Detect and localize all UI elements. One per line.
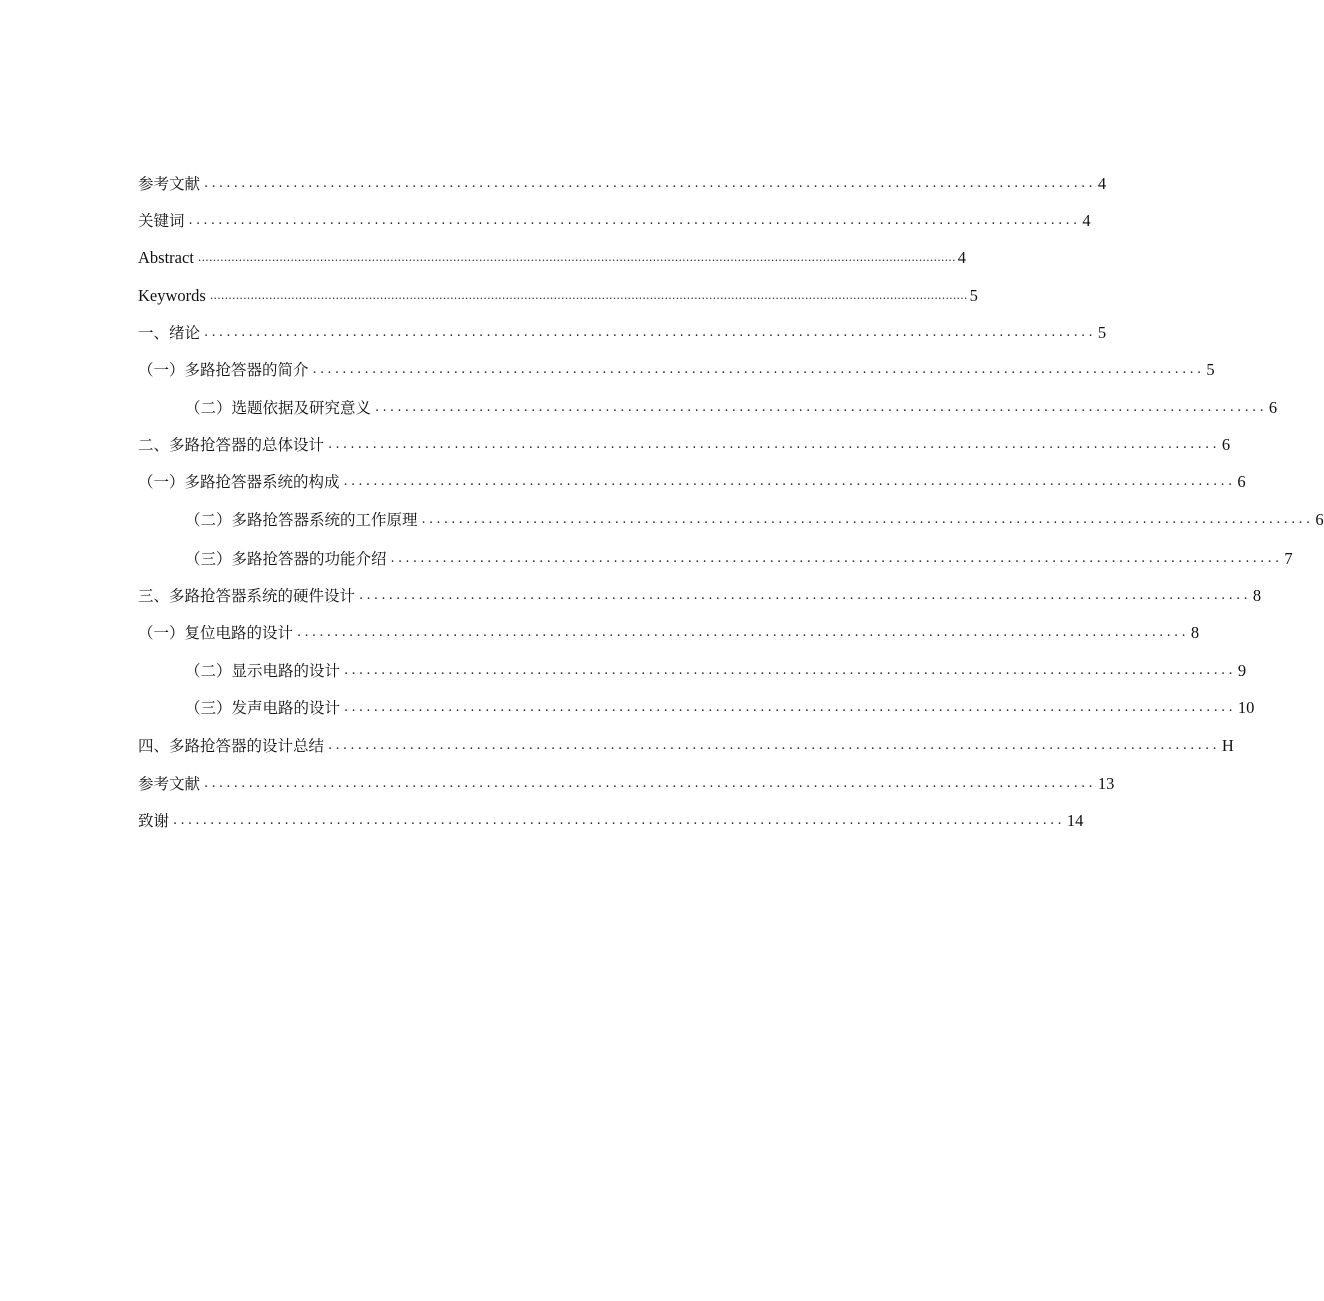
toc-dot-leader: ........................................................................................................................	[328, 738, 1220, 753]
toc-page-number: 8	[1190, 623, 1200, 642]
toc-dot-leader: ........................................................................................................................	[312, 362, 1205, 377]
toc-entry-intro-rationale[interactable]	[185, 392, 1278, 418]
toc-page-number: 8	[1252, 586, 1262, 605]
toc-dot-leader: ........................................................................................................................	[297, 625, 1189, 640]
toc-entry-hardware-design[interactable]	[138, 580, 1262, 606]
toc-entry-title: Keywords	[138, 286, 206, 305]
toc-entry-title: 一、绪论	[138, 324, 201, 342]
toc-page-number: 6	[1315, 510, 1324, 529]
toc-entry-references-end[interactable]	[138, 768, 1115, 794]
toc-entry-title: 四、多路抢答器的设计总结	[138, 737, 325, 755]
toc-page-number: 10	[1237, 698, 1255, 717]
toc-entry-title: Abstract	[138, 248, 194, 267]
toc-entry-reset-circuit[interactable]	[138, 617, 1200, 643]
toc-entry-title: 参考文献	[138, 175, 201, 193]
toc-dot-leader: .............................................................................................................................................................................................................	[209, 289, 968, 302]
toc-dot-leader: ........................................................................................................................	[188, 213, 1081, 228]
toc-entry-intro-overview[interactable]	[138, 354, 1215, 380]
toc-entry-title: （一）多路抢答器的简介	[138, 361, 309, 379]
toc-dot-leader: ........................................................................................................................	[204, 776, 1096, 791]
toc-page-number: 13	[1097, 774, 1115, 793]
toc-entry-title: （二）选题依据及研究意义	[185, 399, 372, 417]
toc-page-number: 14	[1066, 811, 1084, 830]
toc-dot-leader: ........................................................................................................................	[204, 176, 1096, 191]
toc-entry-title: 致谢	[138, 812, 170, 830]
toc-entry-sound-circuit[interactable]	[185, 692, 1255, 718]
toc-entry-title: 关键词	[138, 212, 185, 230]
toc-dot-leader: ........................................................................................................................	[421, 512, 1314, 527]
toc-entry-title: （一）复位电路的设计	[138, 624, 294, 642]
toc-entry-working-principle[interactable]	[185, 504, 1324, 530]
toc-page-number: 4	[1082, 211, 1091, 230]
toc-dot-leader: ........................................................................................................................	[375, 400, 1267, 415]
toc-page-number: 5	[969, 286, 978, 305]
toc-dot-leader: ........................................................................................................................	[343, 474, 1236, 489]
toc-dot-leader: .............................................................................................................................................................................................................	[197, 251, 956, 264]
toc-page-number: 9	[1237, 661, 1247, 680]
toc-page-number: 4	[957, 248, 966, 267]
toc-entry-title: 二、多路抢答器的总体设计	[138, 436, 325, 454]
toc-entry-title: （二）多路抢答器系统的工作原理	[185, 511, 418, 529]
toc-entry-title: （一）多路抢答器系统的构成	[138, 473, 340, 491]
toc-dot-leader: ........................................................................................................................	[390, 551, 1283, 566]
toc-entry-introduction[interactable]	[138, 317, 1107, 343]
toc-dot-leader: ........................................................................................................................	[328, 437, 1220, 452]
toc-entry-title: 三、多路抢答器系统的硬件设计	[138, 587, 356, 605]
toc-entry-title: 参考文献	[138, 775, 201, 793]
toc-entry-display-circuit[interactable]	[185, 655, 1247, 681]
toc-page-number: 6	[1237, 472, 1246, 491]
toc-entry-overall-design[interactable]	[138, 429, 1231, 455]
toc-entry-keywords-en[interactable]	[138, 280, 978, 306]
toc-page-number: 6	[1268, 398, 1278, 417]
toc-page-number: H	[1221, 736, 1234, 755]
toc-entry-design-summary[interactable]	[138, 730, 1234, 756]
toc-page-number: 6	[1221, 435, 1231, 454]
toc-entry-references[interactable]	[138, 168, 1107, 194]
toc-page-number: 5	[1206, 360, 1215, 379]
toc-entry-acknowledgements[interactable]	[138, 805, 1084, 831]
toc-entry-abstract[interactable]	[138, 242, 966, 268]
toc-page-number: 7	[1284, 549, 1293, 568]
toc-page-number: 5	[1097, 323, 1107, 342]
toc-dot-leader: ........................................................................................................................	[344, 700, 1236, 715]
toc-entry-title: （三）多路抢答器的功能介绍	[185, 550, 387, 568]
toc-entry-title: （三）发声电路的设计	[185, 699, 341, 717]
toc-entry-system-structure[interactable]	[138, 466, 1246, 492]
toc-dot-leader: ........................................................................................................................	[344, 663, 1236, 678]
toc-entry-function-intro[interactable]	[185, 543, 1293, 569]
toc-page-number: 4	[1097, 174, 1107, 193]
toc-entry-title: （二）显示电路的设计	[185, 662, 341, 680]
toc-dot-leader: ........................................................................................................................	[204, 325, 1096, 340]
toc-dot-leader: ........................................................................................................................	[173, 813, 1065, 828]
toc-dot-leader: ........................................................................................................................	[359, 588, 1251, 603]
toc-entry-keywords-cn[interactable]	[138, 205, 1091, 231]
